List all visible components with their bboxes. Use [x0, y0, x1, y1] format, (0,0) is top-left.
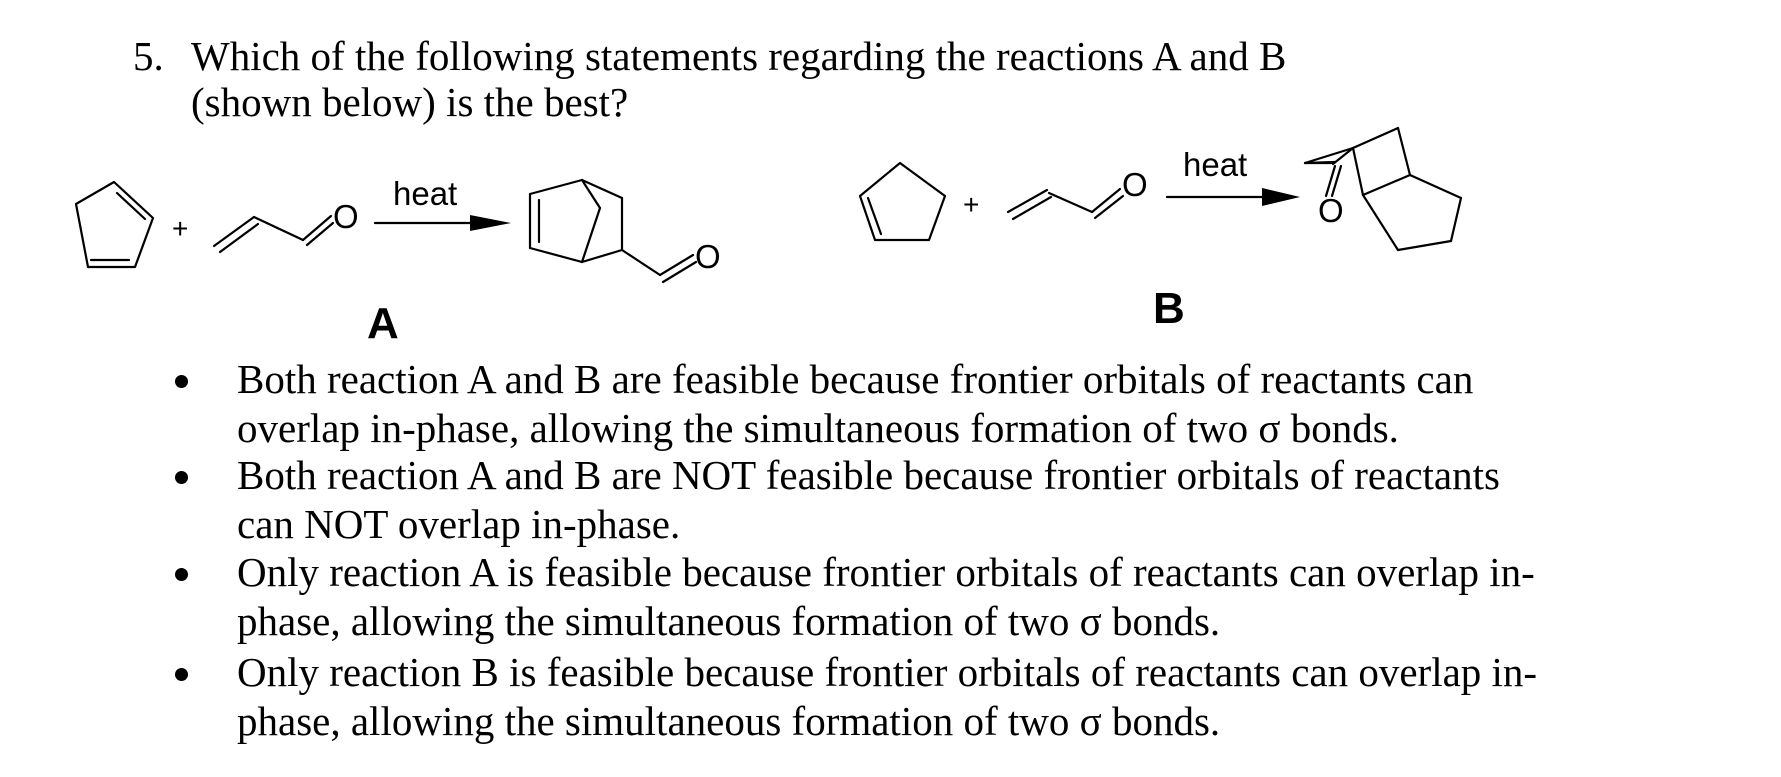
option-line: overlap in-phase, allowing the simultaneous formation of two σ bonds.	[237, 405, 1399, 451]
acrolein-structure-a	[214, 216, 333, 252]
bicyclic-product-structure	[1305, 128, 1461, 250]
option-line: Only reaction A is feasible because frontier orbitals of reactants can overlap in-	[237, 549, 1535, 595]
cyclopentene-structure	[860, 163, 945, 240]
heat-label-a: heat	[393, 175, 458, 212]
reaction-label-a: A	[367, 299, 399, 348]
bullet-icon	[175, 471, 188, 484]
answer-option-4-text	[237, 648, 1587, 746]
bullet-icon	[175, 668, 188, 681]
bullet-icon	[175, 568, 188, 581]
oxygen-label-a-reactant: O	[333, 198, 359, 235]
option-line: Only reaction B is feasible because frontier orbitals of reactants can overlap in-	[237, 649, 1538, 695]
arrow-head-b	[1262, 188, 1300, 206]
cyclopentadiene-structure	[76, 182, 153, 267]
reaction-label-b: B	[1153, 284, 1185, 333]
plus-sign-a: +	[172, 213, 189, 244]
answer-option-2-text	[237, 451, 1587, 549]
oxygen-label-a-product: O	[695, 238, 721, 275]
arrow-head-a	[470, 215, 511, 231]
answer-option-1-text	[237, 355, 1587, 453]
plus-sign-b: +	[963, 189, 980, 220]
oxygen-label-b-reactant: O	[1122, 166, 1148, 203]
answer-option-3-text	[237, 548, 1587, 646]
option-line: Both reaction A and B are NOT feasible because frontier orbitals of reactants	[237, 452, 1500, 498]
option-line: Both reaction A and B are feasible because frontier orbitals of reactants can	[237, 356, 1474, 402]
question-text: Which of the following statements regarding the reactions A and B (shown below) is the best?	[191, 33, 1287, 125]
option-line: can NOT overlap in-phase.	[237, 501, 681, 547]
bullet-icon	[175, 375, 188, 388]
acrolein-structure-b	[1008, 189, 1123, 219]
question-number: 5.	[133, 33, 164, 79]
option-line: phase, allowing the simultaneous formation of two σ bonds.	[237, 598, 1221, 644]
heat-label-b: heat	[1183, 146, 1248, 183]
oxygen-label-b-product: O	[1318, 192, 1344, 229]
option-line: phase, allowing the simultaneous formation of two σ bonds.	[237, 698, 1221, 744]
norbornene-product-structure	[530, 180, 696, 282]
